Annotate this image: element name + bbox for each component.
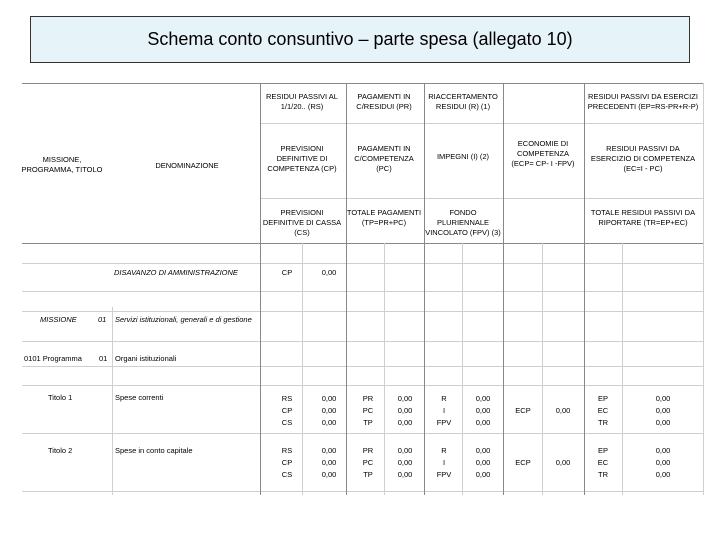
titolo2-cell: 0,00 — [655, 446, 671, 455]
titolo2-cell: 0,00 — [655, 470, 671, 479]
titolo1-cell: 0,00 — [321, 418, 337, 427]
titolo1-cell: CS — [281, 418, 293, 427]
grid-line — [260, 123, 704, 124]
titolo2-cell: 0,00 — [475, 470, 491, 479]
titolo1-cell: 0,00 — [475, 418, 491, 427]
titolo1-cell: 0,00 — [321, 406, 337, 415]
grid-line — [462, 243, 463, 495]
header-totale-residui: TOTALE RESIDUI PASSIVI DA RIPORTARE (TR=EP+EC) — [590, 208, 696, 227]
titolo1-cell: 0,00 — [655, 418, 671, 427]
titolo2-cell: EP — [597, 446, 609, 455]
titolo2-cell: 0,00 — [397, 470, 413, 479]
titolo2-cell: I — [442, 458, 446, 467]
titolo1-cell: 0,00 — [397, 418, 413, 427]
grid-line — [384, 243, 385, 495]
titolo1-cell: PC — [362, 406, 374, 415]
grid-line — [22, 341, 704, 342]
titolo1-cell: I — [442, 406, 446, 415]
header-totale-pagamenti: TOTALE PAGAMENTI (TP=PR+PC) — [346, 208, 422, 227]
titolo1-cell: 0,00 — [475, 394, 491, 403]
titolo1-description: Spese correnti — [115, 393, 164, 402]
header-residui-passivi: RESIDUI PASSIVI AL 1/1/20.. (RS) — [266, 92, 338, 111]
titolo2-cell: EC — [597, 458, 609, 467]
titolo1-cell: CP — [281, 406, 293, 415]
titolo2-cell: CP — [281, 458, 293, 467]
titolo2-cell: 0,00 — [321, 458, 337, 467]
disavanzo-value: 0,00 — [321, 268, 337, 277]
titolo1-cell: TR — [598, 418, 608, 427]
grid-line — [112, 307, 113, 495]
header-fondo: FONDO PLURIENNALE VINCOLATO (FPV) (3) — [425, 208, 501, 237]
titolo1-cell: R — [441, 394, 447, 403]
titolo2-cell: 0,00 — [555, 458, 571, 467]
header-impegni: IMPEGNI (I) (2) — [436, 152, 490, 161]
titolo2-cell: PC — [362, 458, 374, 467]
expense-statement-table — [22, 83, 704, 495]
grid-line — [260, 198, 704, 199]
grid-line — [503, 83, 504, 495]
titolo2-cell: CS — [281, 470, 293, 479]
titolo1-cell: 0,00 — [475, 406, 491, 415]
programma-number: 01 — [99, 354, 108, 363]
titolo2-cell: FPV — [436, 470, 452, 479]
grid-line — [22, 291, 704, 292]
titolo1-cell: 0,00 — [655, 394, 671, 403]
titolo2-description: Spese in conto capitale — [115, 446, 193, 455]
grid-line — [22, 366, 704, 367]
header-riaccertamento: RIACCERTAMENTO RESIDUI (R) (1) — [428, 92, 498, 111]
titolo2-cell: R — [441, 446, 447, 455]
grid-line — [703, 83, 704, 495]
titolo2-cell: 0,00 — [655, 458, 671, 467]
titolo1-cell: RS — [281, 394, 293, 403]
titolo2-cell: 0,00 — [397, 458, 413, 467]
grid-line — [22, 433, 704, 434]
header-economie: ECONOMIE DI COMPETENZA (ECP= CP- I -FPV) — [511, 139, 575, 168]
titolo2-cell: ECP — [515, 458, 531, 467]
missione-number: 01 — [98, 315, 107, 324]
titolo1-cell: 0,00 — [321, 394, 337, 403]
titolo2-cell: TR — [598, 470, 608, 479]
titolo1-cell: PR — [362, 394, 374, 403]
header-missione: MISSIONE, PROGRAMMA, TITOLO — [21, 155, 103, 174]
grid-line — [22, 385, 704, 386]
grid-line — [584, 83, 585, 495]
grid-line — [22, 243, 704, 244]
titolo2-cell: 0,00 — [321, 446, 337, 455]
titolo2-cell: 0,00 — [397, 446, 413, 455]
grid-line — [622, 243, 623, 495]
missione-description: Servizi istituzionali, generali e di gestione — [115, 315, 252, 324]
grid-line — [22, 263, 704, 264]
header-previsioni-competenza: PREVISIONI DEFINITIVE DI COMPETENZA (CP) — [267, 144, 337, 173]
titolo2-cell: 0,00 — [475, 458, 491, 467]
slide-title-box — [30, 16, 690, 63]
grid-line — [22, 311, 704, 312]
programma-label: 0101 Programma — [24, 354, 82, 363]
titolo1-cell: EC — [597, 406, 609, 415]
grid-line — [424, 83, 425, 495]
grid-line — [22, 83, 704, 84]
disavanzo-label: DISAVANZO DI AMMINISTRAZIONE — [114, 268, 238, 277]
titolo2-cell: RS — [281, 446, 293, 455]
header-residui-precedenti: RESIDUI PASSIVI DA ESERCIZI PRECEDENTI (EP=RS-PR+R-P) — [587, 92, 699, 111]
titolo1-cell: ECP — [515, 406, 531, 415]
titolo1-cell: 0,00 — [397, 406, 413, 415]
grid-line — [302, 243, 303, 495]
titolo2-cell: TP — [363, 470, 373, 479]
missione-label: MISSIONE — [40, 315, 77, 324]
titolo2-cell: PR — [362, 446, 374, 455]
header-denominazione: DENOMINAZIONE — [155, 161, 219, 170]
header-previsioni-cassa: PREVISIONI DEFINITIVE DI CASSA (CS) — [262, 208, 342, 237]
titolo2-cell: 0,00 — [321, 470, 337, 479]
titolo2-cell: 0,00 — [475, 446, 491, 455]
titolo1-cell: 0,00 — [397, 394, 413, 403]
titolo2-label: Titolo 2 — [48, 446, 73, 455]
titolo1-cell: EP — [597, 394, 609, 403]
titolo1-cell: 0,00 — [555, 406, 571, 415]
titolo1-cell: FPV — [436, 418, 452, 427]
header-pagamenti-competenza: PAGAMENTI IN C/COMPETENZA (PC) — [354, 144, 414, 173]
slide-title: Schema conto consuntivo – parte spesa (allegato 10) — [147, 29, 573, 49]
titolo1-label: Titolo 1 — [48, 393, 73, 402]
header-residui-esercizio: RESIDUI PASSIVI DA ESERCIZIO DI COMPETENZA (EC=I - PC) — [590, 144, 696, 173]
titolo1-cell: 0,00 — [655, 406, 671, 415]
grid-line — [542, 243, 543, 495]
titolo1-cell: TP — [363, 418, 373, 427]
grid-line — [22, 491, 704, 492]
disavanzo-code: CP — [281, 268, 293, 277]
header-pagamenti-residui: PAGAMENTI IN C/RESIDUI (PR) — [356, 92, 412, 111]
programma-description: Organi istituzionali — [115, 354, 177, 363]
